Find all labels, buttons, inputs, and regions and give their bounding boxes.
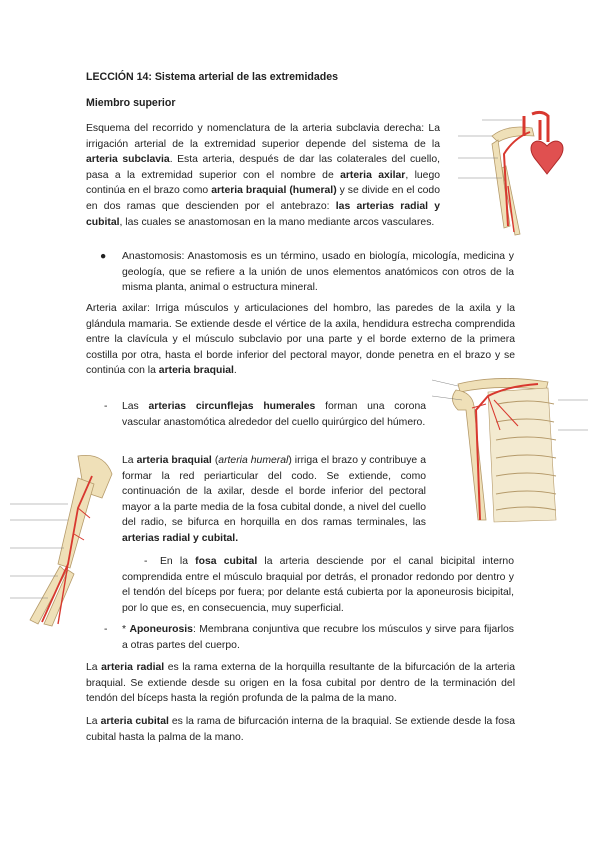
dash-marker: - xyxy=(104,401,108,412)
aponeurosis-paragraph: * Aponeurosis: Membrana conjuntiva que recubre los músculos y sirve para fijarlos a otras partes del cuerpo. xyxy=(122,624,514,651)
braquial-paragraph: La arteria braquial (arteria humeral) irriga el brazo y contribuye a formar la red periarticular del codo. Se extiende, como continuación de la axilar, desde el borde inferior del pectoral mayor a la parte media de la fosa cubital donde, a nivel del cuello del radio, se bifurca en horquilla en dos ramas terminales, las arterias radial y cubital. xyxy=(122,455,426,544)
cubital-paragraph: La arteria cubital es la rama de bifurcación interna de la braquial. Se extiende desde la fosa cubital hasta la palma de la mano. xyxy=(86,716,515,743)
intro-paragraph: Esquema del recorrido y nomenclatura de la arteria subclavia derecha: La irrigación arterial de la extremidad superior depende del sistema de la arteria subclavia. Esta arteria, después de dar las colaterales del cuello, pasa a la extremidad superior con el nombre de arteria axilar, luego continúa en el brazo como arteria braquial (humeral) y se divide en el codo en dos ramas que descienden por el antebrazo: las arterias radial y cubital, las cuales se anastomosan en la mano mediante arcos vasculares. xyxy=(86,123,441,228)
axillary-artery-figure xyxy=(428,370,592,526)
subclavian-artery-figure xyxy=(452,106,578,238)
circunflejas-paragraph: Las arterias circunflejas humerales forman una corona vascular anastomótica alrededor del cuello quirúrgico del húmero. xyxy=(122,401,427,428)
brachial-artery-figure xyxy=(8,448,118,628)
anastomosis-bullet: Anastomosis: Anastomosis es un término, usado en biología, micología, medicina y geología, que se refiere a la unión de unos elementos anatómicos con otros de la misma planta, animal o estructura mineral. xyxy=(122,251,514,294)
dash-marker: - xyxy=(144,556,148,567)
fosa-cubital-paragraph: En la fosa cubital la arteria desciende por el canal bicipital interno comprendida entre el músculo braquial por detrás, el pronador redondo por dentro y el tendón del bíceps por fuera; por delante está cubierta por la aponeurosis bicipital, por lo que es, en consecuencia, muy superficial. xyxy=(122,556,514,614)
axilar-paragraph: Arteria axilar: Irriga músculos y articulaciones del hombro, las paredes de la axila y la glándula mamaria. Se extiende desde el vértice de la axila, hendidura estrecha comprendida entre la clavícula y el músculo subclavio por una parte y el borde externo de la primera costilla por otra, hasta el borde inferior del pectoral mayor, donde penetra en el brazo y se continúa con la arteria braquial. xyxy=(86,303,515,377)
page-title: LECCIÓN 14: Sistema arterial de las extremidades xyxy=(86,71,339,83)
section-subtitle: Miembro superior xyxy=(86,97,176,109)
dash-marker: - xyxy=(104,624,108,635)
radial-paragraph: La arteria radial es la rama externa de la horquilla resultante de la bifurcación de la arteria braquial. Se extiende desde su origen en la fosa cubital por dentro de la terminación del tendón del bíceps hasta la región profunda de la palma de la mano. xyxy=(86,662,515,705)
bullet-marker: ● xyxy=(100,251,107,262)
